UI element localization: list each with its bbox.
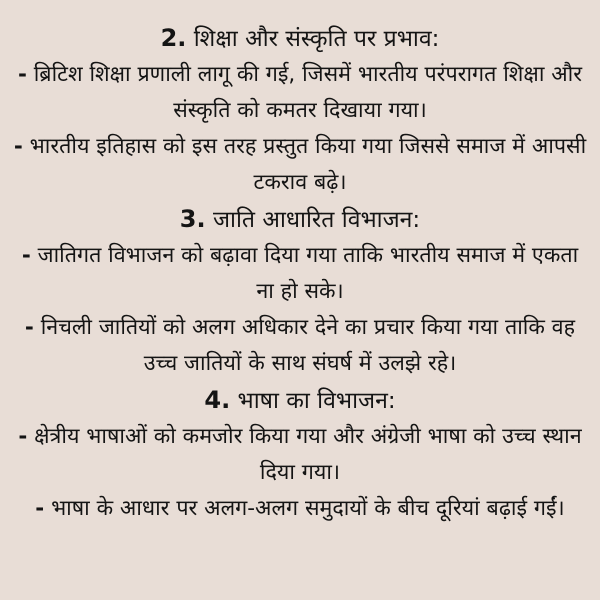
bullet-marker: - <box>35 496 45 521</box>
section-heading <box>10 201 590 238</box>
section-number: 3. <box>179 205 206 233</box>
bullet-point <box>10 129 590 201</box>
bullet-point <box>10 57 590 129</box>
bullet-marker: - <box>24 315 34 340</box>
section-title: जाति आधारित विभाजन: <box>212 207 421 233</box>
section-language-division <box>10 382 590 527</box>
bullet-marker: - <box>18 424 28 449</box>
bullet-point <box>10 238 590 310</box>
section-heading <box>10 20 590 57</box>
bullet-marker: - <box>13 134 23 159</box>
section-title: शिक्षा और संस्कृति पर प्रभाव: <box>193 26 440 52</box>
section-number: 4. <box>204 386 231 414</box>
section-title: भाषा का विभाजन: <box>237 388 396 414</box>
bullet-text: निचली जातियों को अलग अधिकार देने का प्रचार किया गया ताकि वह उच्च जातियों के साथ संघर्ष में उलझे रहे। <box>40 315 576 376</box>
bullet-text: क्षेत्रीय भाषाओं को कमजोर किया गया और अंग्रेजी भाषा को उच्च स्थान दिया गया। <box>34 424 582 485</box>
section-heading <box>10 382 590 419</box>
section-number: 2. <box>160 24 187 52</box>
bullet-point <box>10 310 590 382</box>
bullet-text: ब्रिटिश शिक्षा प्रणाली लागू की गई, जिसमें भारतीय परंपरागत शिक्षा और संस्कृति को कमतर दिखाया गया। <box>33 62 583 123</box>
bullet-text: भारतीय इतिहास को इस तरह प्रस्तुत किया गया जिससे समाज में आपसी टकराव बढ़े। <box>29 134 587 195</box>
section-caste-division <box>10 201 590 382</box>
bullet-marker: - <box>21 243 31 268</box>
bullet-text: भाषा के आधार पर अलग-अलग समुदायों के बीच दूरियां बढ़ाई गईं। <box>51 496 565 521</box>
section-education-culture <box>10 20 590 201</box>
bullet-point <box>10 419 590 491</box>
bullet-point <box>10 491 590 527</box>
bullet-text: जातिगत विभाजन को बढ़ावा दिया गया ताकि भारतीय समाज में एकता ना हो सके। <box>37 243 579 304</box>
bullet-marker: - <box>17 62 27 87</box>
